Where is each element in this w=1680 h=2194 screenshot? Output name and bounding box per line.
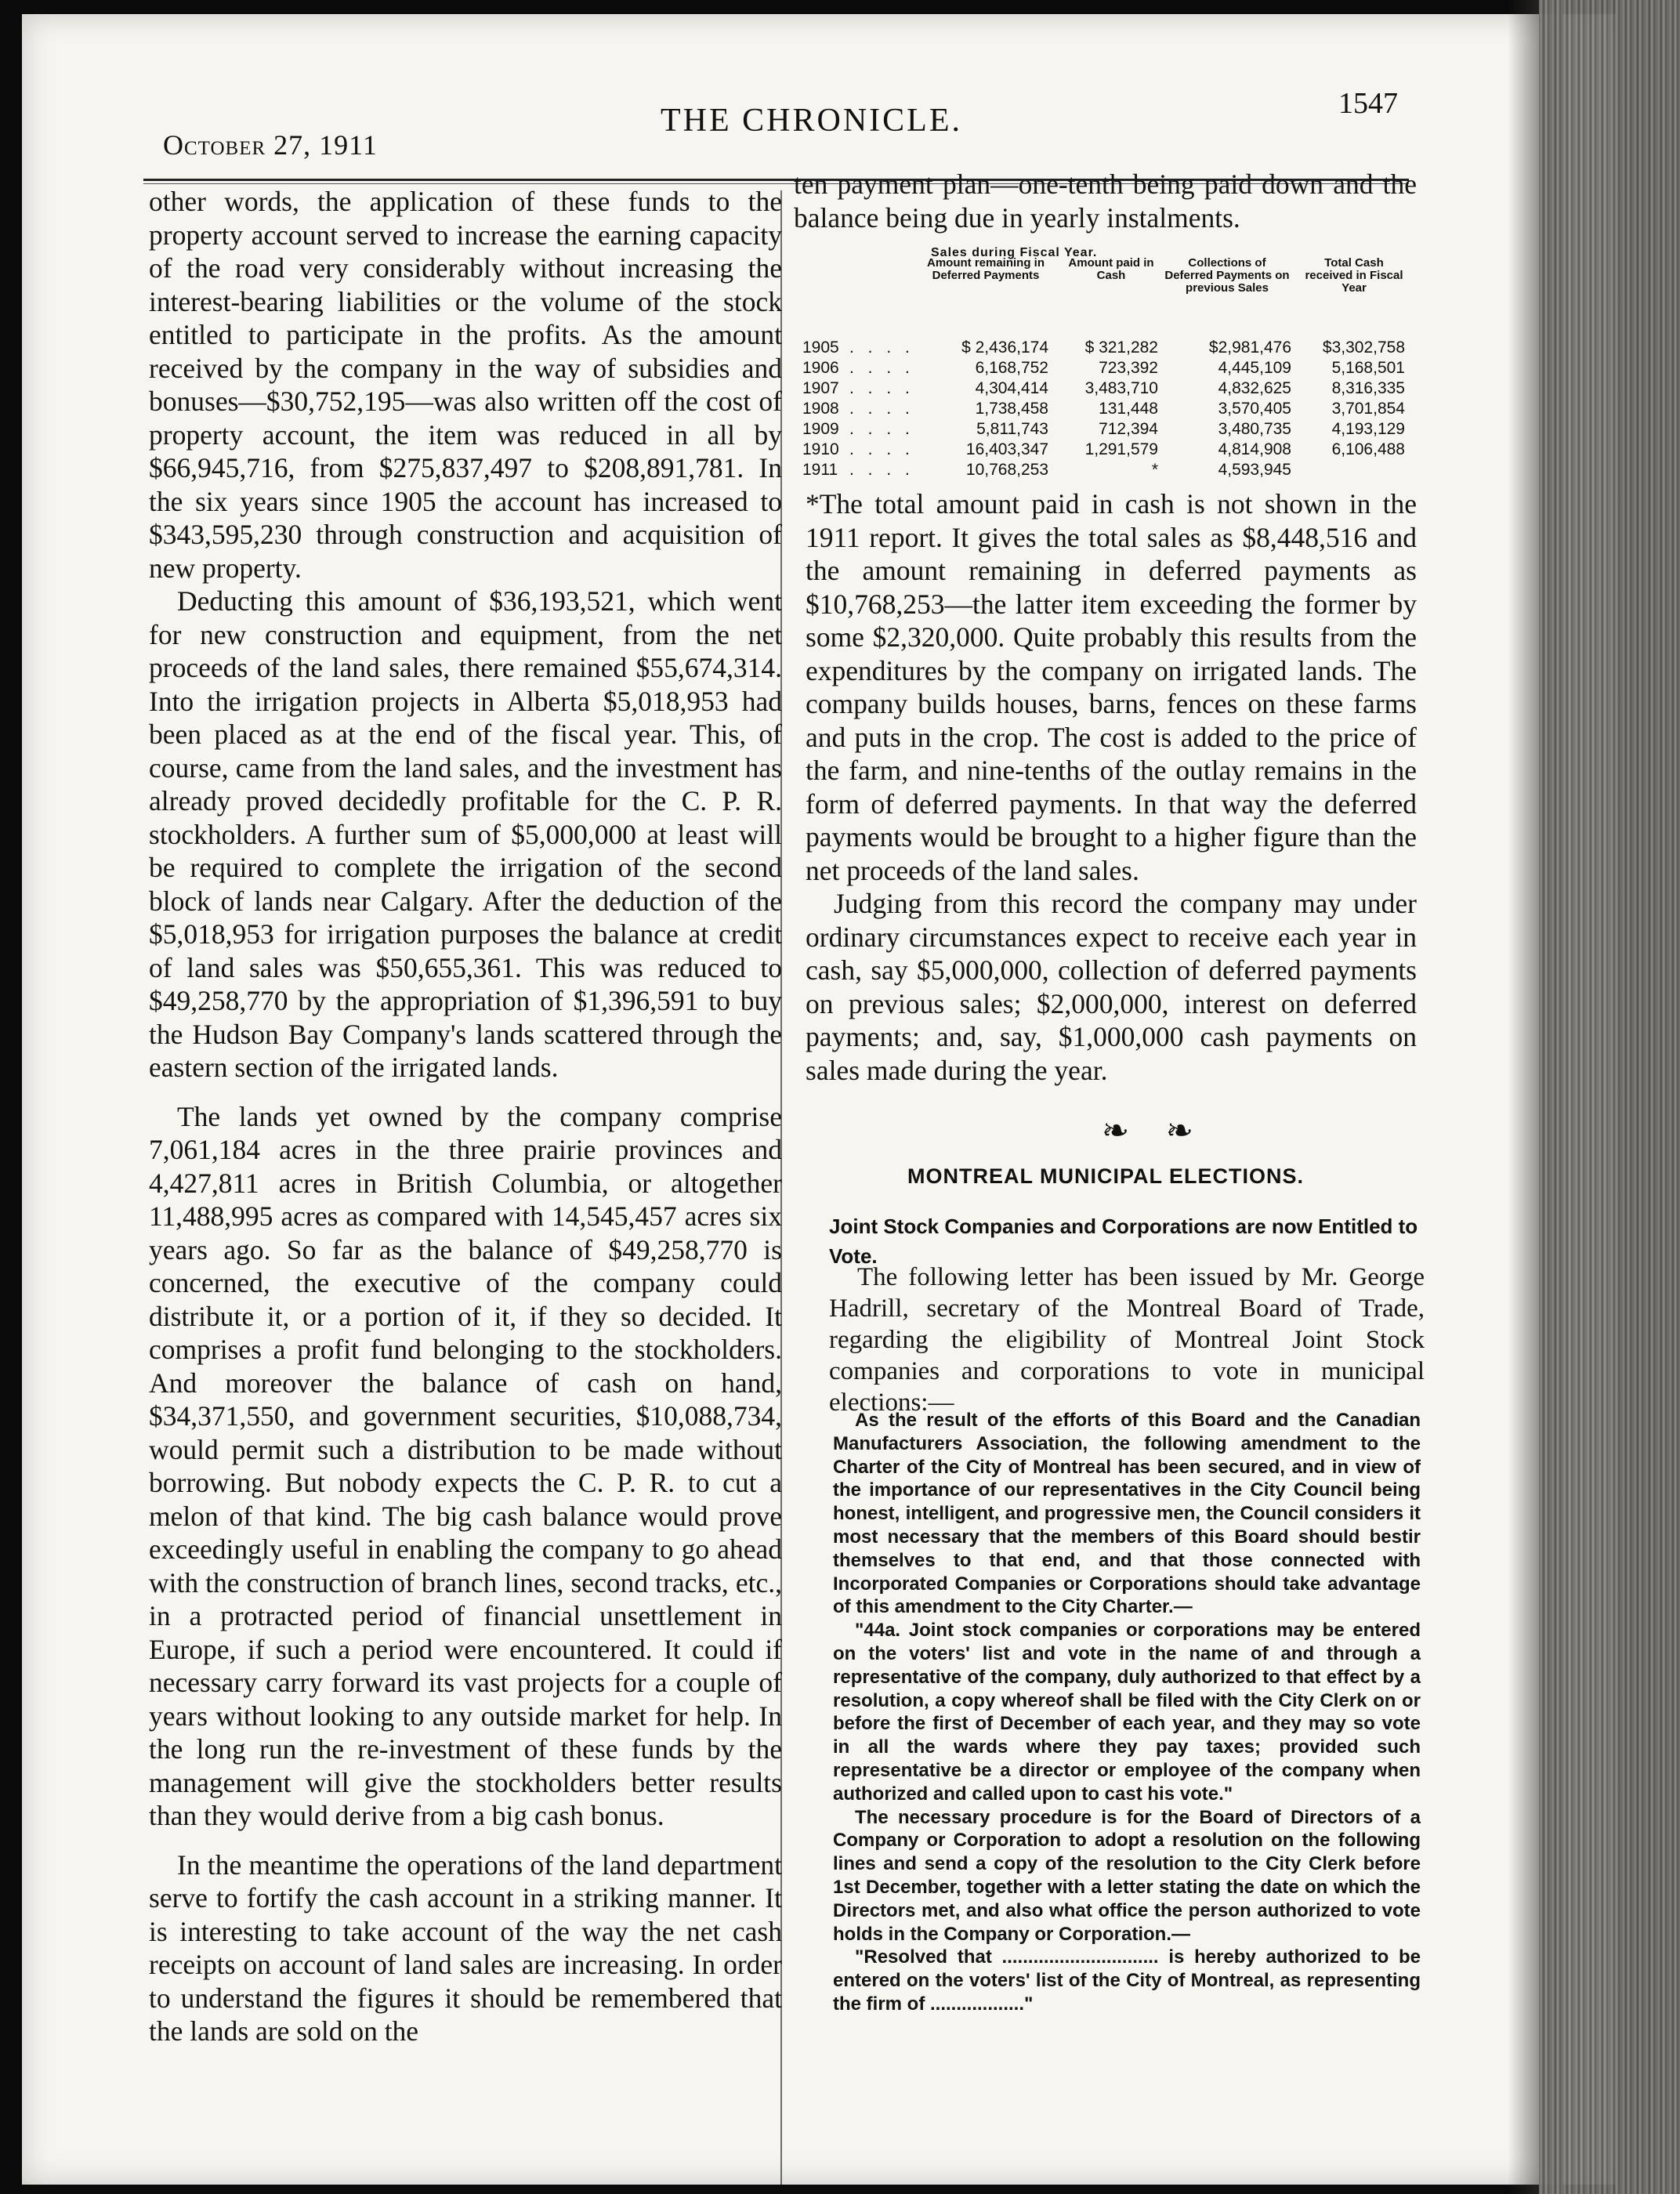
table-row [798, 400, 1417, 418]
left-paragraph: The lands yet owned by the company comprise 7,061,184 acres in the three prairie provinces and 4,427,811 acres in British Columbia, or altogether 11,488,995 acres as compared with 14,545,457 acres six years ago. So far as the balance of $49,258,770 is concerned, the executive of the company could distribute it, or a portion of it, if they so decided. It comprises a profit fund belonging to the stockholders. And moreover the balance of cash on hand, $34,371,550, and government securities, $10,088,734, would permit such a distribution to be made without borrowing. But nobody expects the C. P. R. to cut a melon of that kind. The big cash balance would prove exceedingly useful in enabling the company to go ahead with the construction of branch lines, second tracks, etc., in a protracted period of financial unsettlement in Europe, if such a period were encountered. It could if necessary carry forward its vast projects for a couple of years without looking to any outside market for help. In the long run the re-investment of these funds by the management will give the stockholders better results than they would derive from a big cash bonus. [149, 1100, 782, 1831]
left-paragraph: other words, the application of these funds to the property account served to increase the earning capacity of the road very considerably without increasing the interest-bearing liabilities or the volume of the stock entitled to participate in the profits. As the amount received by the company in the way of subsidies and bonuses—$30,752,195—was also written off the cost of property account, the item was reduced in all by $66,945,716, from $275,837,497 to $208,891,781. In the six years since 1905 the account has increased to $343,595,230 through construction and acquisition of new property. [149, 186, 782, 584]
table-row [798, 440, 1417, 459]
row-deferred: 6,168,752 [975, 359, 1048, 377]
row-year: 1907 [802, 379, 839, 397]
row-dots: . . . . [849, 420, 914, 438]
row-collections: $2,981,476 [1208, 339, 1291, 357]
table-row [798, 461, 1417, 480]
issue-date: October 27, 1911 [163, 129, 378, 161]
row-year: 1910 [802, 440, 839, 458]
row-dots: . . . . [849, 461, 914, 479]
row-deferred: 16,403,347 [965, 440, 1048, 458]
left-column [149, 185, 782, 2048]
row-deferred: 1,738,458 [975, 400, 1048, 418]
letter-paragraph: As the result of the efforts of this Board and the Canadian Manufacturers Association, the following amendment to the Charter of the City of Montreal has been secured, and in view of the importance of our representatives in the City Council being honest, intelligent, and progressive men, the Council considers it most necessary that the members of this Board should bestir themselves to that end, and that those connected with Incorporated Companies or Corporations should take advantage of this amendment to the City Charter.— [833, 1410, 1421, 1618]
row-cash: 131,448 [1099, 400, 1158, 418]
row-year: 1905 [802, 339, 839, 357]
table-row [798, 420, 1417, 439]
row-collections: 3,480,735 [1218, 420, 1291, 438]
row-dots: . . . . [849, 339, 914, 357]
right-column-body [806, 487, 1417, 1087]
section-ornament: ❧ ❧ [1102, 1113, 1208, 1149]
table-row [798, 379, 1417, 398]
row-total: 6,106,488 [1331, 440, 1405, 458]
table-header-collections: Collections of Deferred Payments on previous Sales [1164, 256, 1290, 295]
letter-body [833, 1409, 1421, 2016]
row-total: 8,316,335 [1331, 379, 1405, 397]
row-total: 3,701,854 [1331, 400, 1405, 418]
newspaper-page [22, 14, 1616, 2185]
letter-paragraph: "44a. Joint stock companies or corporations may be entered on the voters' list and vote in the name of and through a representative of the company, duly authorized to that effect by a resolution, a copy whereof shall be filed with the City Clerk on or before the first of December of each year, and they may so vote in all the wards where they pay taxes; provided such representative be a director or employee of the company when authorized and called upon to cast his vote." [833, 1620, 1421, 1805]
table-header-total: Total Cash received in Fiscal Year [1305, 256, 1403, 295]
row-deferred: $ 2,436,174 [961, 339, 1048, 357]
row-year: 1911 [802, 461, 838, 479]
left-paragraph: In the meantime the operations of the land department serve to fortify the cash account in a striking manner. It is interesting to take account of the way the net cash receipts on account of land sales are increasing. In order to understand the figures it should be remembered that the lands are sold on the [149, 1848, 782, 2047]
row-collections: 3,570,405 [1218, 400, 1291, 418]
row-collections: 4,593,945 [1218, 461, 1291, 479]
row-total: 5,168,501 [1331, 359, 1405, 377]
row-cash: * [1151, 461, 1158, 479]
row-dots: . . . . [849, 440, 914, 458]
table-caption: Sales during Fiscal Year. [931, 246, 1098, 259]
row-total: 4,193,129 [1331, 420, 1405, 438]
table-header-cash: Amount paid in Cash [1068, 256, 1154, 282]
page-number: 1547 [1338, 87, 1398, 120]
letter-paragraph: "Resolved that .............................. is hereby authorized to be entered on the voters' list of the City of Montreal, as representing the firm of .................." [833, 1946, 1421, 2015]
row-cash: 3,483,710 [1084, 379, 1158, 397]
row-year: 1908 [802, 400, 839, 418]
row-collections: 4,445,109 [1218, 359, 1291, 377]
letter-intro [829, 1262, 1425, 1418]
row-cash: $ 321,282 [1084, 339, 1158, 357]
table-header-deferred: Amount remaining in Deferred Payments [927, 256, 1045, 282]
letter-intro-paragraph: The following letter has been issued by Mr. George Hadrill, secretary of the Montreal Board of Trade, regarding the eligibility of Montreal Joint Stock companies and corporations to vote in municipal elections:— [829, 1263, 1425, 1417]
page-header [139, 81, 1409, 161]
section-subtitle: Joint Stock Companies and Corporations are now Entitled to Vote. [829, 1215, 1418, 1268]
row-cash: 712,394 [1099, 420, 1158, 438]
publication-title: THE CHRONICLE. [661, 103, 962, 139]
row-total: $3,302,758 [1322, 339, 1405, 357]
row-collections: 4,814,908 [1218, 440, 1291, 458]
right-paragraph: Judging from this record the company may under ordinary circumstances expect to receive each year in cash, say $5,000,000, collection of deferred payments on previous sales; $2,000,000, interest on deferred payments; and, say, $1,000,000 cash payments on sales made during the year. [806, 888, 1417, 1086]
page-edges [1539, 0, 1680, 2194]
left-paragraph: Deducting this amount of $36,193,521, which went for new construction and equipment, from the net proceeds of the land sales, there remained $55,674,314. Into the irrigation projects in Alberta $5,018,953 had been placed as at the end of the fiscal year. This, of course, came from the land sales, and the investment has already proved decidedly profitable for the C. P. R. stockholders. A further sum of $5,000,000 at least will be required to complete the irrigation of the second block of lands near Calgary. After the deduction of the $5,018,953 for irrigation purposes the balance at credit of land sales was $50,655,361. This was reduced to $49,258,770 by the appropriation of $1,396,591 to buy the Hudson Bay Company's lands scattered through the eastern section of the irrigated lands. [149, 585, 782, 1083]
table-row [798, 339, 1417, 357]
letter-paragraph: The necessary procedure is for the Board of Directors of a Company or Corporation to adopt a resolution on the following lines and send a copy of the resolution to the City Clerk before 1st December, together with a letter stating the date on which the Directors met, and also what office the person authorized to vote holds in the Company or Corporation.— [833, 1806, 1421, 1945]
row-deferred: 10,768,253 [965, 461, 1048, 479]
row-dots: . . . . [849, 379, 914, 397]
row-dots: . . . . [849, 400, 914, 418]
row-collections: 4,832,625 [1218, 379, 1291, 397]
row-deferred: 5,811,743 [976, 420, 1048, 438]
row-year: 1906 [802, 359, 839, 377]
table-row [798, 359, 1417, 378]
footnote-paragraph: *The total amount paid in cash is not shown in the 1911 report. It gives the total sales as $8,448,516 and the amount remaining in deferred payments as $10,768,253—the latter item exceeding the former by some $2,320,000. Quite probably this results from the expenditures by the company on irrigated lands. The company builds houses, barns, fences on these farms and puts in the crop. The cost is added to the price of the farm, and nine-tenths of the outlay remains in the form of deferred payments. In that way the deferred payments would be brought to a higher figure than the net proceeds of the land sales. [806, 488, 1417, 886]
row-deferred: 4,304,414 [975, 379, 1048, 397]
row-cash: 1,291,579 [1084, 440, 1158, 458]
section-title: MONTREAL MUNICIPAL ELECTIONS. [907, 1164, 1305, 1188]
row-cash: 723,392 [1099, 359, 1158, 377]
row-year: 1909 [802, 420, 839, 438]
intro-paragraph: ten payment plan—one-tenth being paid down and the balance being due in yearly instalments. [794, 168, 1417, 234]
row-dots: . . . . [849, 359, 914, 377]
right-column-intro [794, 168, 1417, 234]
